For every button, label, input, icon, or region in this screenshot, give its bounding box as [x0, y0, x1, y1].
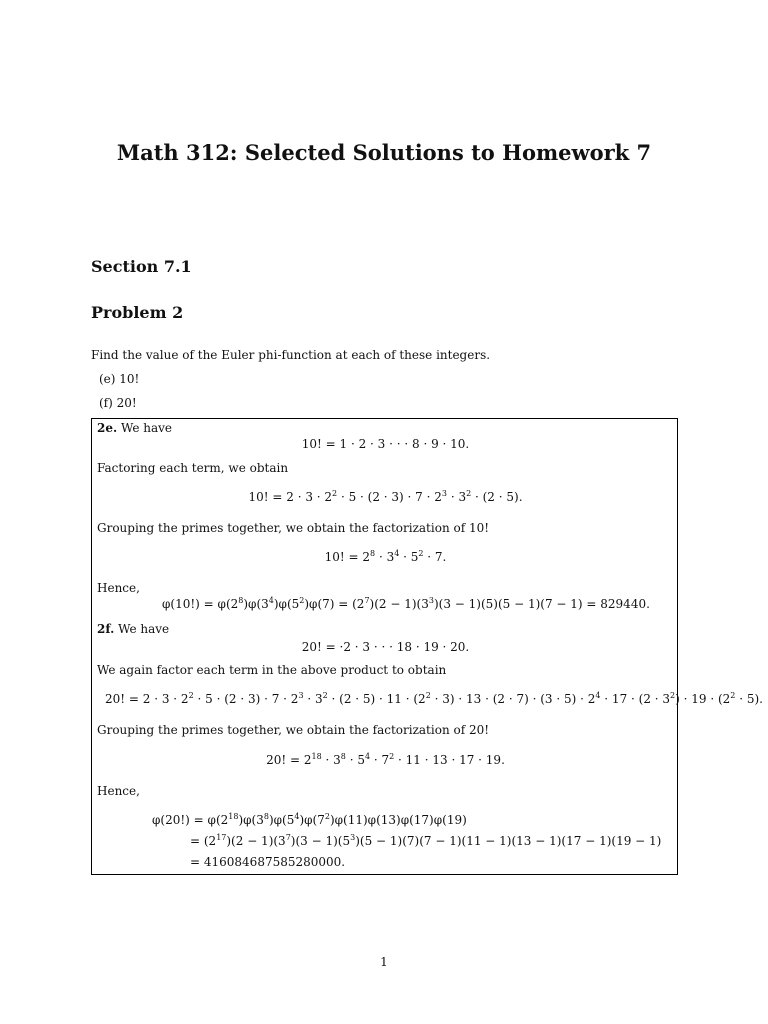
factoring-text: Factoring each term, we obtain	[97, 461, 289, 475]
grouping-text-20: Grouping the primes together, we obtain the factorization of 20!	[97, 723, 490, 737]
section-heading: Section 7.1	[91, 257, 192, 276]
equation-10-primes: 10! = $2^8 \cdot 3^4 \cdot 5^2 \cdot 7$.	[324, 549, 447, 564]
again-factor-text: We again factor each term in the above product to obtain	[97, 663, 447, 677]
problem-statement	[91, 343, 490, 415]
equation-20-factorial: 20! = ·2 · 3 · · · 18 · 19 · 20.	[301, 640, 470, 654]
label-2f: 2f.	[97, 622, 115, 636]
solution-box	[91, 418, 763, 875]
equation-10-factorial: 10! = 1 · 2 · 3 · · · 8 · 9 · 10.	[301, 437, 470, 451]
problem-prompt: Find the value of the Euler phi-function at each of these integers.	[91, 348, 491, 362]
problem-item-f: (f) 20!	[99, 396, 137, 410]
equation-phi-20-result: = 416084687585280000.	[190, 855, 346, 869]
hence-text-2: Hence,	[97, 784, 140, 798]
equation-20-factored: 20! = $2 \cdot 3 \cdot 2^2 \cdot 5 \cdot (2 \cdot 3) \cdot 7 \cdot 2^3 \cdot 3^2 \cdot (2 \cdot 5) \cdot 11 \cdot (2^2 \cdot 3) \cdot 13 \cdot (2 \cdot 7) \cdot (3 \cdot 5) \cdot 2^4 \cdot 17 \cdot (2 \cdot 3^2) \cdot 19 \cdot (2^2 \cdot 5)$.	[105, 691, 763, 706]
equation-20-primes: 20! = $2^{18} \cdot 3^8 \cdot 5^4 \cdot 7^2 \cdot 11 \cdot 13 \cdot 17 \cdot 19$.	[266, 752, 505, 767]
solution-2e-intro	[97, 421, 172, 435]
equation-10-factored: 10! = $2 \cdot 3 \cdot 2^2 \cdot 5 \cdot (2 \cdot 3) \cdot 7 \cdot 2^3 \cdot 3^2 \cdot (2 \cdot 5)$.	[248, 489, 523, 504]
equation-phi-20-line2: = $(2^{17})(2 - 1)(3^7)(3 - 1)(5^3)(5 - 1)(7)(7 - 1)(11 - 1)(13 - 1)(17 - 1)(19 - 1)$	[190, 833, 662, 848]
we-have-text: We have	[121, 421, 173, 435]
label-2e: 2e.	[97, 421, 118, 435]
equation-phi-20-line1: $\varphi(20!) = \varphi(2^{18})\varphi(3^8)\varphi(5^4)\varphi(7^2)\varphi(11)\varphi(13)\varphi(17)\varphi(19)$	[152, 812, 467, 827]
page-number: 1	[380, 955, 388, 969]
solution-2f-intro	[97, 622, 169, 636]
problem-item-e: (e) 10!	[99, 372, 140, 386]
hence-text-1: Hence,	[97, 581, 140, 595]
equation-phi-10: $\varphi(10!) = \varphi(2^8)\varphi(3^4)\varphi(5^2)\varphi(7) = (2^7)(2 - 1)(3^3)(3 - 1)(5)(5 - 1)(7 - 1) = 829440$.	[162, 596, 650, 611]
page-title: Math 312: Selected Solutions to Homework 7	[116, 140, 652, 165]
problem-heading: Problem 2	[91, 303, 184, 322]
grouping-text-10: Grouping the primes together, we obtain the factorization of 10!	[97, 521, 490, 535]
we-have-text: We have	[118, 622, 170, 636]
